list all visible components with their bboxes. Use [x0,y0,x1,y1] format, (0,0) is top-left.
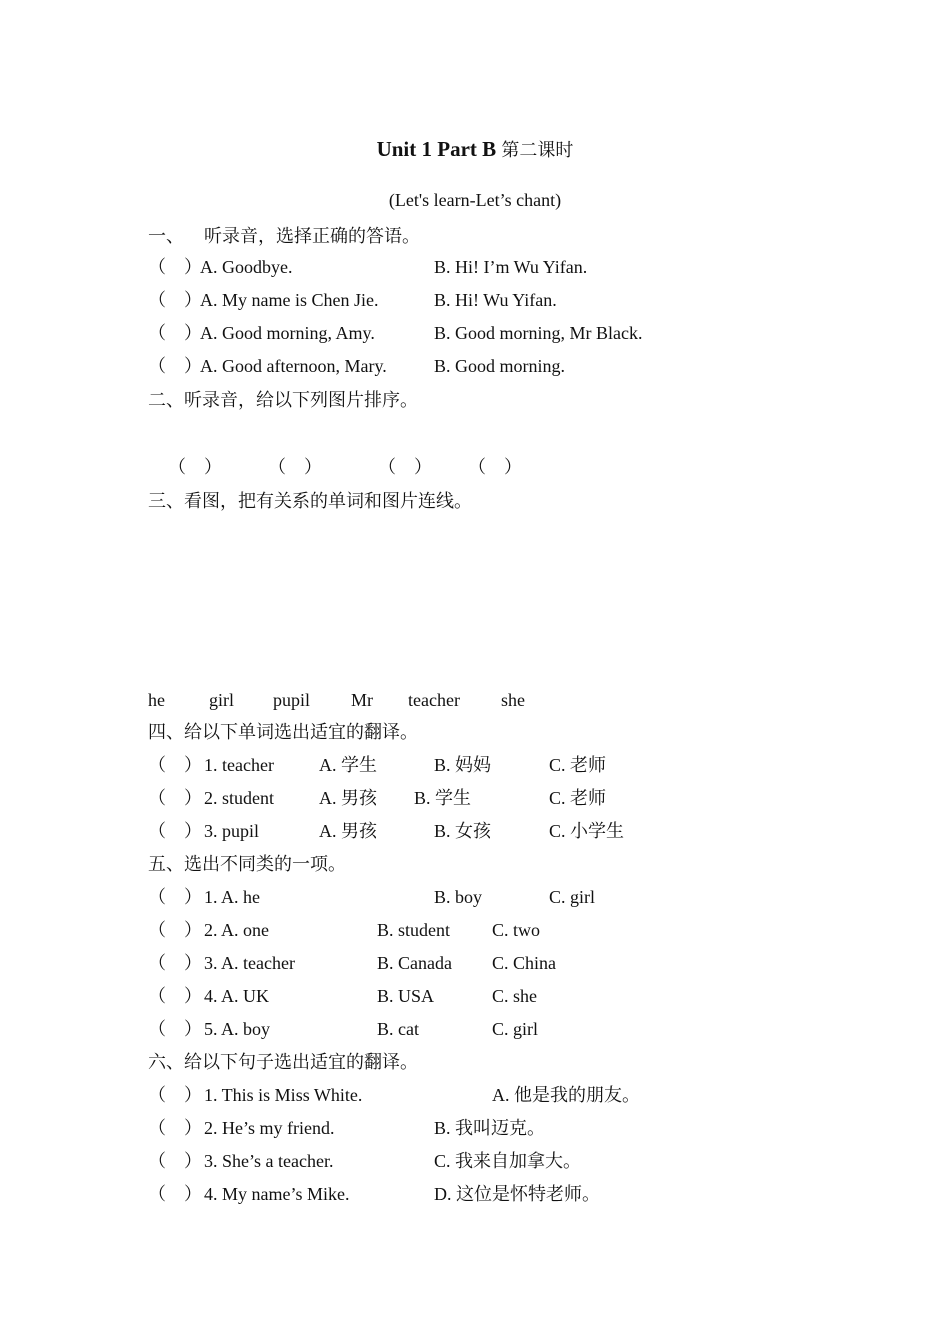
option-b: B. 女孩 [434,821,492,841]
section-1-heading: 听录音，选择正确的答语。 [204,226,420,246]
question-word: 2. student [204,788,274,808]
answer-paren[interactable]: （ ） [148,1151,202,1171]
option-a: A. Good afternoon, Mary. [200,356,387,376]
translation: B. 我叫迈克。 [434,1118,546,1138]
option-c: C. two [492,920,541,940]
option-c: C. 小学生 [549,821,625,841]
option-b: B. student [377,920,451,940]
answer-paren[interactable]: （ ） [148,1118,202,1138]
question-word: 3. pupil [204,821,260,841]
answer-paren[interactable]: （ ） [148,821,202,841]
order-blank-4[interactable]: （ ） [468,457,522,477]
option-b: B. Canada [377,953,452,973]
answer-paren[interactable]: （ ） [148,887,202,907]
section-6-heading: 六、给以下句子选出适宜的翻译。 [148,1052,418,1072]
option-a: A. Good morning, Amy. [200,323,375,343]
option-a: A. 男孩 [319,821,377,841]
match-word-he: he [148,690,165,710]
option-a: A. 男孩 [319,788,377,808]
sentence: 4. My name’s Mike. [204,1184,350,1204]
option-a: 5. A. boy [204,1019,271,1039]
sentence: 1. This is Miss White. [204,1085,363,1105]
option-a: 1. A. he [204,887,260,907]
answer-paren[interactable]: （ ） [148,920,202,940]
option-c: C. girl [549,887,596,907]
page-subtitle: (Let's learn-Let’s chant) [388,190,562,210]
sentence: 3. She’s a teacher. [204,1151,334,1171]
option-a: 2. A. one [204,920,269,940]
answer-paren[interactable]: （ ） [148,953,202,973]
option-b: B. Good morning. [434,356,566,376]
answer-paren[interactable]: （ ） [148,290,202,310]
title-english: Unit 1 Part B [376,137,497,161]
option-c: C. China [492,953,557,973]
answer-paren[interactable]: （ ） [148,356,202,376]
match-word-she: she [501,690,525,710]
section-1-number: 一、 [148,226,184,246]
option-c: C. she [492,986,537,1006]
page-title [0,138,950,161]
translation: C. 我来自加拿大。 [434,1151,582,1171]
option-b: B. Good morning, Mr Black. [434,323,643,343]
answer-paren[interactable]: （ ） [148,788,202,808]
option-a: A. My name is Chen Jie. [200,290,379,310]
order-blank-3[interactable]: （ ） [378,457,432,477]
match-word-teacher: teacher [408,690,460,710]
option-b: B. 学生 [414,788,472,808]
section-5-heading: 五、选出不同类的一项。 [148,854,346,874]
answer-paren[interactable]: （ ） [148,257,202,277]
section-3-heading: 三、看图，把有关系的单词和图片连线。 [148,491,472,511]
option-b: B. Hi! I’m Wu Yifan. [434,257,588,277]
match-word-girl: girl [209,690,234,710]
answer-paren[interactable]: （ ） [148,323,202,343]
order-blank-1[interactable]: （ ） [168,457,222,477]
translation: A. 他是我的朋友。 [492,1085,640,1105]
option-b: B. USA [377,986,435,1006]
option-b: B. 妈妈 [434,755,492,775]
answer-paren[interactable]: （ ） [148,1019,202,1039]
option-c: C. 老师 [549,755,607,775]
option-b: B. boy [434,887,483,907]
option-a: 4. A. UK [204,986,270,1006]
section-2-heading: 二、听录音，给以下列图片排序。 [148,390,418,410]
option-a: 3. A. teacher [204,953,295,973]
option-a: A. Goodbye. [200,257,293,277]
option-b: B. Hi! Wu Yifan. [434,290,557,310]
answer-paren[interactable]: （ ） [148,986,202,1006]
answer-paren[interactable]: （ ） [148,755,202,775]
sentence: 2. He’s my friend. [204,1118,335,1138]
answer-paren[interactable]: （ ） [148,1085,202,1105]
question-word: 1. teacher [204,755,274,775]
match-word-mr: Mr [351,690,373,710]
option-a: A. 学生 [319,755,377,775]
order-blank-2[interactable]: （ ） [268,457,322,477]
answer-paren[interactable]: （ ） [148,1184,202,1204]
section-4-heading: 四、给以下单词选出适宜的翻译。 [148,722,418,742]
translation: D. 这位是怀特老师。 [434,1184,600,1204]
title-chinese: 第二课时 [501,140,574,160]
option-c: C. girl [492,1019,539,1039]
option-c: C. 老师 [549,788,607,808]
option-b: B. cat [377,1019,419,1039]
match-word-pupil: pupil [273,690,311,710]
